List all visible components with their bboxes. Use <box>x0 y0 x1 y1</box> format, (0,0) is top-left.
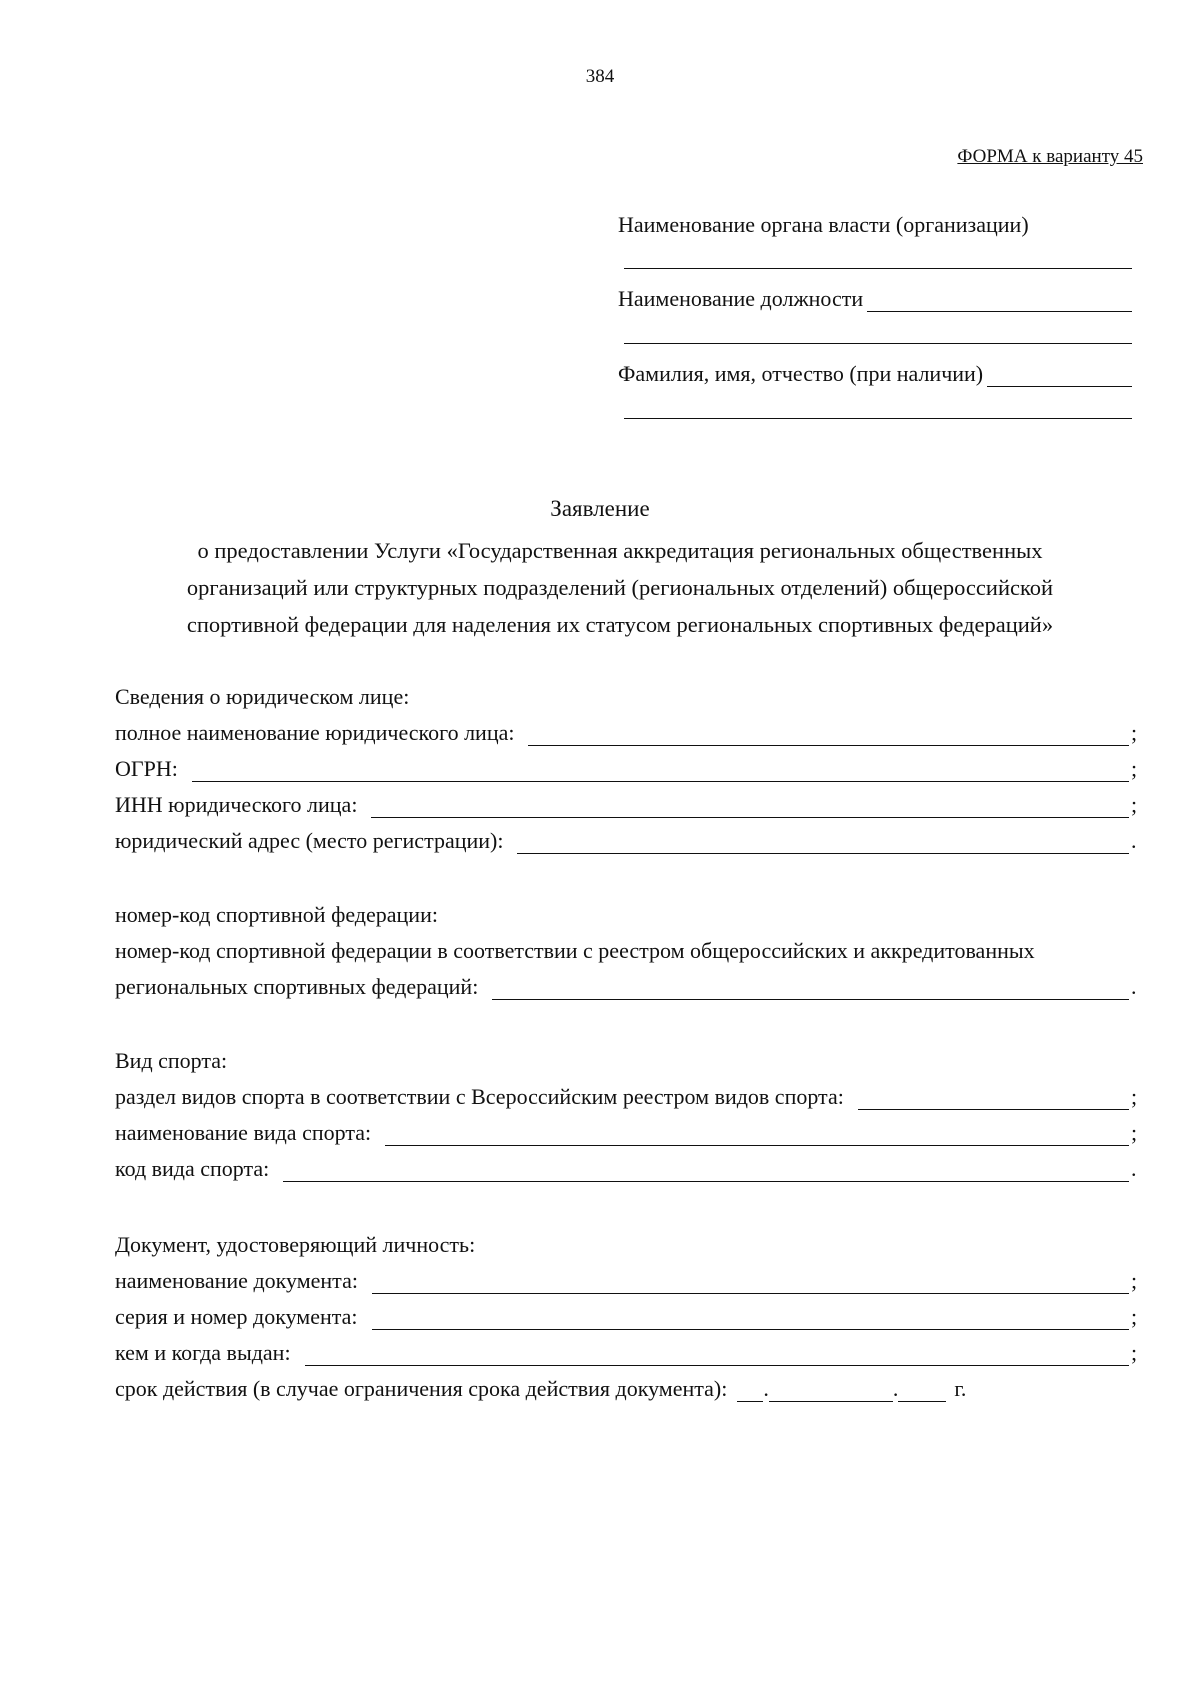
position-row <box>618 282 1132 312</box>
name-field[interactable] <box>987 364 1132 387</box>
sport-name-row <box>115 1116 1141 1146</box>
document-series-row <box>115 1300 1141 1330</box>
federation-code-label-line2: региональных спортивных федераций: <box>115 974 479 999</box>
inn-label: ИНН юридического лица: <box>115 792 358 817</box>
row-end-punct: ; <box>1131 1304 1138 1329</box>
sport-code-field[interactable] <box>283 1159 1129 1182</box>
ogrn-row <box>115 752 1141 782</box>
form-reference: ФОРМА к варианту 45 <box>957 146 1143 167</box>
page-number: 384 <box>585 66 615 87</box>
document-name-field[interactable] <box>372 1271 1129 1294</box>
document-subtitle <box>140 532 1100 643</box>
row-end-punct: ; <box>1131 1084 1138 1109</box>
inn-field[interactable] <box>371 795 1129 818</box>
sport-heading: Вид спорта: <box>115 1048 228 1073</box>
subtitle-line: организаций или структурных подразделений (региональных отделений) общероссийской <box>186 575 1054 600</box>
full-name-field[interactable] <box>528 723 1129 746</box>
sport-section-row <box>115 1080 1141 1110</box>
document-name-row <box>115 1264 1141 1294</box>
validity-month-field[interactable] <box>769 1379 893 1402</box>
validity-label: срок действия (в случае ограничения срока действия документа): <box>115 1376 728 1401</box>
address-label: юридический адрес (место регистрации): <box>115 828 504 853</box>
date-separator: . <box>892 1376 899 1401</box>
document-series-label: серия и номер документа: <box>115 1304 358 1329</box>
subtitle-line: спортивной федерации для наделения их статусом региональных спортивных федераций» <box>186 612 1054 637</box>
validity-year-field[interactable] <box>898 1379 946 1402</box>
document-title: Заявление <box>550 496 650 521</box>
document-series-field[interactable] <box>372 1307 1129 1330</box>
sport-name-label: наименование вида спорта: <box>115 1120 372 1145</box>
sport-section-field[interactable] <box>858 1087 1129 1110</box>
validity-day-field[interactable] <box>737 1379 763 1402</box>
ogrn-label: ОГРН: <box>115 756 178 781</box>
name-label: Фамилия, имя, отчество (при наличии) <box>618 361 984 386</box>
authority-label: Наименование органа власти (организации) <box>618 212 1029 237</box>
row-end-punct: . <box>1131 1156 1137 1181</box>
address-row <box>115 824 1141 854</box>
row-end-punct: . <box>1131 828 1137 853</box>
subtitle-line: о предоставлении Услуги «Государственная аккредитация региональных общественных <box>197 538 1043 563</box>
validity-row <box>115 1372 966 1402</box>
position-field[interactable] <box>867 289 1132 312</box>
sport-code-row <box>115 1152 1141 1182</box>
row-end-punct: ; <box>1131 756 1138 781</box>
full-name-row <box>115 716 1141 746</box>
address-field[interactable] <box>517 831 1129 854</box>
issued-by-field[interactable] <box>305 1343 1129 1366</box>
name-row <box>618 357 1132 387</box>
date-separator: . <box>763 1376 769 1401</box>
legal-entity-heading: Сведения о юридическом лице: <box>115 684 410 709</box>
row-end-punct: ; <box>1131 1268 1138 1293</box>
sport-section-label: раздел видов спорта в соответствии с Всероссийским реестром видов спорта: <box>115 1084 844 1109</box>
inn-row <box>115 788 1141 818</box>
full-name-label: полное наименование юридического лица: <box>115 720 515 745</box>
row-end-punct: . <box>1131 974 1137 999</box>
federation-heading: номер-код спортивной федерации: <box>115 902 438 927</box>
federation-code-row <box>115 970 1141 1000</box>
sport-name-field[interactable] <box>385 1123 1129 1146</box>
position-field-continuation[interactable] <box>624 343 1132 344</box>
issued-by-row <box>115 1336 1141 1366</box>
row-end-punct: ; <box>1131 1340 1138 1365</box>
authority-label-row <box>618 208 1132 238</box>
federation-code-field[interactable] <box>492 977 1129 1000</box>
identity-heading: Документ, удостоверяющий личность: <box>115 1232 476 1257</box>
row-end-punct: ; <box>1131 1120 1138 1145</box>
sport-code-label: код вида спорта: <box>115 1156 270 1181</box>
issued-by-label: кем и когда выдан: <box>115 1340 291 1365</box>
ogrn-field[interactable] <box>192 759 1129 782</box>
name-field-continuation[interactable] <box>624 418 1132 419</box>
row-end-punct: ; <box>1131 720 1138 745</box>
position-label: Наименование должности <box>618 286 864 311</box>
document-name-label: наименование документа: <box>115 1268 358 1293</box>
authority-field[interactable] <box>624 268 1132 269</box>
year-suffix: г. <box>954 1376 967 1401</box>
federation-code-label-line1: номер-код спортивной федерации в соответствии с реестром общероссийских и аккредитованных <box>115 938 1035 963</box>
row-end-punct: ; <box>1131 792 1138 817</box>
